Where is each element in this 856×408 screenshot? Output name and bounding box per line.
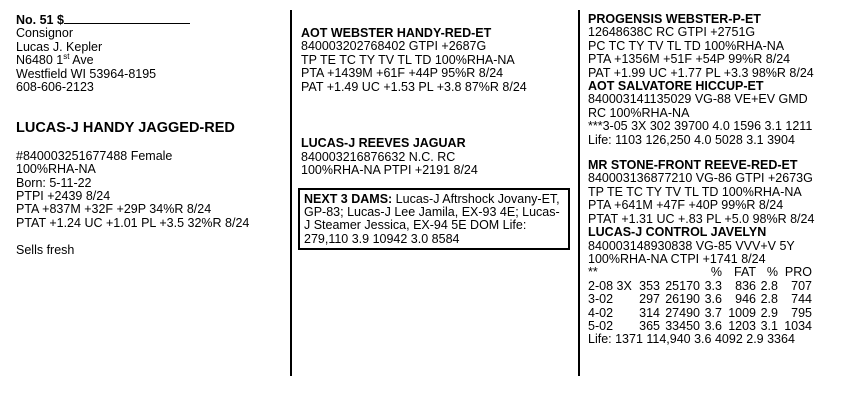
lot-column — [16, 13, 288, 257]
production-records — [588, 266, 812, 333]
pedigree-name: MR STONE-FRONT REEVE-RED-ET — [588, 158, 798, 173]
record-cell: 707 — [791, 278, 812, 293]
lot-number-label: No. 51 $ — [16, 13, 64, 27]
records-header-cell: % — [710, 265, 722, 280]
record-cell: 3.3 — [704, 278, 722, 293]
pedigree-line: Life: 1103 126,250 4.0 5028 3.1 3904 — [588, 132, 795, 147]
next-dams-box — [298, 188, 570, 251]
record-cell: 2.8 — [760, 292, 778, 307]
dam-line: 100%RHA-NA PTPI +2191 8/24 — [301, 163, 478, 178]
sire-line: PAT +1.49 UC +1.53 PL +3.8 87%R 8/24 — [301, 79, 527, 94]
record-cell: 3.6 — [704, 318, 722, 333]
records-life: Life: 1371 114,940 3.6 4092 2.9 3364 — [588, 332, 795, 347]
table-row — [588, 293, 812, 306]
table-row — [588, 280, 812, 293]
address-street: Ave — [69, 53, 94, 68]
record-cell: 1009 — [728, 305, 756, 320]
sale-note: Sells fresh — [16, 242, 75, 257]
sire-line: TP TE TC TY TV TL TD 100%RHA-NA — [301, 52, 515, 67]
sire-name: AOT WEBSTER HANDY-RED-ET — [301, 26, 492, 40]
pedigree-line: PAT +1.99 UC +1.77 PL +3.3 98%R 8/24 — [588, 65, 814, 80]
record-cell: 33450 — [665, 318, 700, 333]
record-cell: 26190 — [665, 292, 700, 307]
sire-line: PTA +1439M +61F +44P 95%R 8/24 — [301, 66, 504, 81]
records-header-cell — [660, 266, 700, 279]
pedigree-line: TP TE TC TY TV TL TD 100%RHA-NA — [588, 184, 802, 199]
dam-name: LUCAS-J REEVES JAGUAR — [301, 136, 466, 151]
table-row — [588, 320, 812, 333]
record-cell: 2-08 3X — [588, 278, 632, 293]
pedigree-line: 12648638C RC GTPI +2751G — [588, 25, 756, 40]
dam-line: 840003216876632 N.C. RC — [301, 149, 456, 164]
records-header-cell: FAT — [734, 265, 756, 280]
record-cell: 3.1 — [760, 318, 778, 333]
pedigree-line: PTA +1356M +51F +54P 99%R 8/24 — [588, 52, 791, 67]
records-header-cell: PRO — [784, 265, 812, 280]
pedigree-name: LUCAS-J CONTROL JAVELYN — [588, 225, 767, 240]
record-cell: 353 — [639, 278, 660, 293]
consignor-address — [16, 54, 288, 67]
price-blank — [64, 13, 190, 24]
pedigree-line: ***3-05 3X 302 39700 4.0 1596 3.1 1211 — [588, 119, 813, 134]
records-header-cell: % — [766, 265, 778, 280]
pedigree-line: 840003141135029 VG-88 VE+EV GMD — [588, 92, 808, 107]
pedigree-line: 840003136877210 VG-86 GTPI +2673G — [588, 171, 813, 186]
record-cell: 25170 — [665, 278, 700, 293]
sire-line: 840003202768402 GTPI +2687G — [301, 39, 487, 54]
pedigree-line: 100%RHA-NA CTPI +1741 8/24 — [588, 251, 766, 266]
pedigree-name: PROGENSIS WEBSTER-P-ET — [588, 12, 761, 26]
record-cell: 2.9 — [760, 305, 778, 320]
record-cell: 744 — [791, 292, 812, 307]
record-cell: 3.6 — [704, 292, 722, 307]
consignor-city: Westfield WI 53964-8195 — [16, 66, 157, 81]
animal-name: LUCAS-J HANDY JAGGED-RED — [16, 119, 235, 136]
pedigree-column — [588, 13, 850, 347]
pedigree-line: 840003148930838 VG-85 VVV+V 5Y — [588, 238, 795, 253]
animal-ptat: PTAT +1.24 UC +1.01 PL +3.5 32%R 8/24 — [16, 215, 250, 230]
address-number: N6480 1 — [16, 53, 64, 68]
record-cell: 314 — [639, 305, 660, 320]
column-divider-left — [290, 10, 292, 376]
sire-dam-column — [301, 27, 573, 250]
record-cell: 297 — [639, 292, 660, 307]
records-header-cell — [638, 266, 660, 279]
record-cell: 795 — [791, 305, 812, 320]
pedigree-line: RC 100%RHA-NA — [588, 105, 690, 120]
lot-number — [16, 13, 288, 27]
record-cell: 836 — [735, 278, 756, 293]
record-cell: 365 — [639, 318, 660, 333]
record-cell: 3-02 — [588, 292, 614, 307]
record-cell: 1034 — [784, 318, 812, 333]
animal-ptpi: PTPI +2439 8/24 — [16, 189, 111, 204]
animal-id: #840003251677488 Female — [16, 148, 173, 163]
column-divider-right — [578, 10, 580, 376]
records-header — [588, 266, 812, 279]
table-row — [588, 307, 812, 320]
next-dams-heading: NEXT 3 DAMS: — [304, 191, 393, 206]
pedigree-name: AOT SALVATORE HICCUP-ET — [588, 79, 764, 94]
record-cell: 946 — [735, 292, 756, 307]
record-cell: 2.8 — [760, 278, 778, 293]
animal-pta: PTA +837M +32F +29P 34%R 8/24 — [16, 202, 212, 217]
animal-born: Born: 5-11-22 — [16, 175, 92, 190]
pedigree-line: PC TC TY TV TL TD 100%RHA-NA — [588, 38, 785, 53]
record-cell: 1203 — [728, 318, 756, 333]
consignor-name: Lucas J. Kepler — [16, 39, 103, 54]
record-cell: 27490 — [665, 305, 700, 320]
record-cell: 3.7 — [704, 305, 722, 320]
consignor-phone: 608-606-2123 — [16, 80, 94, 95]
pedigree-line: PTAT +1.31 UC +.83 PL +5.0 98%R 8/24 — [588, 211, 815, 226]
animal-breed: 100%RHA-NA — [16, 162, 96, 177]
consignor-label: Consignor — [16, 26, 73, 41]
pedigree-line: PTA +641M +47F +40P 99%R 8/24 — [588, 198, 784, 213]
next-dams-body: Lucas-J Aftrshock Jovany-ET, GP-83; Lucas-J Lee Jamila, EX-93 4E; Lucas-J Steamer Jessica, EX-94 5E DOM Life: 279,110 3.9 10942 3.0 8584 — [304, 191, 560, 246]
record-cell: 5-02 — [588, 318, 614, 333]
records-header-cell: ** — [588, 265, 598, 280]
record-cell: 4-02 — [588, 305, 614, 320]
address-suffix: st — [63, 52, 70, 62]
next-dams-text — [304, 193, 564, 247]
